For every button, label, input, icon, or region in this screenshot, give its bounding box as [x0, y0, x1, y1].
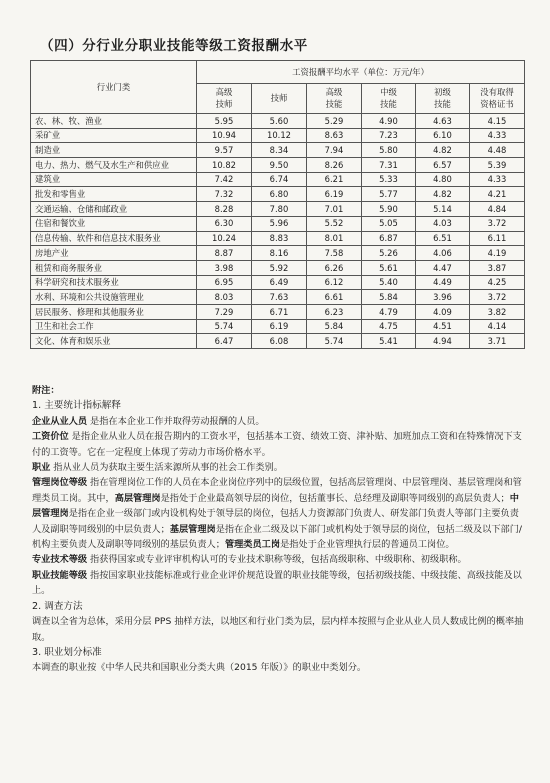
table-row — [31, 304, 525, 319]
def-wage-level: 工资价位 是指企业从业人员在报告期内的工资水平，包括基本工资、绩效工资、津补贴、加班加点工资和在特殊情况下支付的工资等。它在一定程度上体现了劳动力市场价格水平。 — [32, 431, 522, 458]
wage-cell: 4.84 — [470, 202, 525, 217]
table-row — [31, 260, 525, 275]
wage-cell: 8.16 — [252, 246, 307, 261]
industry-cell: 制造业 — [31, 143, 197, 158]
wage-cell: 8.28 — [197, 202, 252, 217]
wage-cell: 4.09 — [416, 304, 470, 319]
wage-cell: 4.33 — [470, 128, 525, 143]
column-header: 没有取得 资格证书 — [470, 84, 525, 114]
wage-cell: 5.26 — [362, 246, 416, 261]
wage-cell: 3.87 — [470, 260, 525, 275]
wage-cell: 6.30 — [197, 216, 252, 231]
wage-cell: 6.19 — [307, 187, 362, 202]
wage-cell: 6.47 — [197, 334, 252, 349]
table-row — [31, 128, 525, 143]
wage-cell: 4.14 — [470, 319, 525, 334]
industry-cell: 房地产业 — [31, 246, 197, 261]
industry-cell: 文化、体育和娱乐业 — [31, 334, 197, 349]
industry-cell: 建筑业 — [31, 172, 197, 187]
table-row — [31, 290, 525, 305]
wage-cell: 4.25 — [470, 275, 525, 290]
table-row — [31, 114, 525, 129]
industry-cell: 卫生和社会工作 — [31, 319, 197, 334]
wage-cell: 6.26 — [307, 260, 362, 275]
group-header: 工资报酬平均水平（单位：万元/年） — [197, 61, 525, 84]
industry-cell: 租赁和商务服务业 — [31, 260, 197, 275]
wage-cell: 5.96 — [252, 216, 307, 231]
wage-cell: 5.40 — [362, 275, 416, 290]
wage-cell: 4.51 — [416, 319, 470, 334]
industry-cell: 水利、环境和公共设施管理业 — [31, 290, 197, 305]
wage-cell: 4.47 — [416, 260, 470, 275]
wage-cell: 3.72 — [470, 216, 525, 231]
table-row — [31, 246, 525, 261]
survey-method-text: 调查以全省为总体，采用分层 PPS 抽样方法，以地区和行业门类为层，层内样本按照与企业从业人员人数成比例的概率抽取。 — [32, 616, 524, 643]
notes-section-2-title: 2. 调查方法 — [32, 600, 83, 612]
wage-cell: 6.19 — [252, 319, 307, 334]
wage-cell: 6.11 — [470, 231, 525, 246]
wage-cell: 10.12 — [252, 128, 307, 143]
wage-cell: 5.52 — [307, 216, 362, 231]
wage-cell: 8.83 — [252, 231, 307, 246]
wage-cell: 5.95 — [197, 114, 252, 129]
table-row — [31, 143, 525, 158]
wage-cell: 6.49 — [252, 275, 307, 290]
classification-text: 本调查的职业按《中华人民共和国职业分类大典（2015 年版）》的职业中类划分。 — [32, 662, 367, 674]
wage-cell: 4.49 — [416, 275, 470, 290]
wage-cell: 7.42 — [197, 172, 252, 187]
column-header: 技师 — [252, 84, 307, 114]
wage-cell: 6.80 — [252, 187, 307, 202]
wage-cell: 3.71 — [470, 334, 525, 349]
table-row — [31, 216, 525, 231]
wage-cell: 6.71 — [252, 304, 307, 319]
def-management-level: 管理岗位等级 指在管理岗位工作的人员在本企业岗位序列中的层级位置，包括高层管理岗、中层管理岗、基层管理岗和管理类员工岗。其中，高层管理岗是指处于企业最高领导层的岗位，包括董事长、总经理及副职等同级别的高层负责人；中层管理岗是指在企业一级部门或内设机构处于领导层的岗位，包括人力资源部门负责人、研发部门负责人等部门主要负责人及副职等同级别的中层负责人；基层管理岗是指在企业二级及以下部门或机构处于领导层的岗位，包括二级及以下部门/机构主要负责人及副职等同级别的基层负责人；管理类员工岗是指处于企业管理执行层的普通员工岗位。 — [32, 477, 523, 551]
wage-cell: 4.82 — [416, 143, 470, 158]
wage-cell: 5.29 — [307, 114, 362, 129]
industry-cell: 批发和零售业 — [31, 187, 197, 202]
wage-cell: 6.08 — [252, 334, 307, 349]
wage-cell: 4.80 — [416, 172, 470, 187]
wage-cell: 4.94 — [416, 334, 470, 349]
wage-cell: 4.21 — [470, 187, 525, 202]
wage-cell: 3.96 — [416, 290, 470, 305]
def-occupation: 职业 指从业人员为获取主要生活来源所从事的社会工作类别。 — [32, 462, 283, 474]
wage-table — [30, 60, 525, 349]
wage-cell: 6.95 — [197, 275, 252, 290]
wage-cell: 5.92 — [252, 260, 307, 275]
wage-cell: 7.29 — [197, 304, 252, 319]
wage-cell: 5.41 — [362, 334, 416, 349]
column-header: 中级 技能 — [362, 84, 416, 114]
wage-cell: 7.94 — [307, 143, 362, 158]
column-header: 初级 技能 — [416, 84, 470, 114]
wage-cell: 7.31 — [362, 158, 416, 173]
wage-cell: 7.01 — [307, 202, 362, 217]
table-body — [31, 114, 525, 349]
wage-cell: 10.24 — [197, 231, 252, 246]
wage-cell: 9.50 — [252, 158, 307, 173]
wage-cell: 6.51 — [416, 231, 470, 246]
wage-cell: 6.74 — [252, 172, 307, 187]
wage-cell: 8.26 — [307, 158, 362, 173]
notes-section-3-title: 3. 职业划分标准 — [32, 646, 102, 658]
wage-cell: 5.74 — [307, 334, 362, 349]
wage-cell: 5.61 — [362, 260, 416, 275]
wage-cell: 7.63 — [252, 290, 307, 305]
wage-cell: 4.79 — [362, 304, 416, 319]
wage-cell: 7.80 — [252, 202, 307, 217]
column-header: 高级 技能 — [307, 84, 362, 114]
wage-cell: 3.72 — [470, 290, 525, 305]
wage-cell: 9.57 — [197, 143, 252, 158]
wage-cell: 6.10 — [416, 128, 470, 143]
wage-cell: 4.75 — [362, 319, 416, 334]
def-skill-level: 职业技能等级 指按国家职业技能标准或行业企业评价规范设置的职业技能等级，包括初级技能、中级技能、高级技能及以上。 — [32, 569, 522, 597]
wage-cell: 4.48 — [470, 143, 525, 158]
wage-cell: 10.94 — [197, 128, 252, 143]
wage-cell: 5.39 — [470, 158, 525, 173]
wage-cell: 4.33 — [470, 172, 525, 187]
wage-cell: 8.87 — [197, 246, 252, 261]
wage-cell: 8.01 — [307, 231, 362, 246]
industry-cell: 农、林、牧、渔业 — [31, 114, 197, 129]
table-row — [31, 231, 525, 246]
industry-cell: 交通运输、仓储和邮政业 — [31, 202, 197, 217]
industry-cell: 科学研究和技术服务业 — [31, 275, 197, 290]
wage-cell: 4.90 — [362, 114, 416, 129]
industry-cell: 居民服务、修理和其他服务业 — [31, 304, 197, 319]
wage-cell: 5.84 — [362, 290, 416, 305]
wage-cell: 6.87 — [362, 231, 416, 246]
wage-cell: 8.63 — [307, 128, 362, 143]
wage-cell: 5.84 — [307, 319, 362, 334]
wage-cell: 5.60 — [252, 114, 307, 129]
wage-cell: 6.57 — [416, 158, 470, 173]
wage-cell: 6.61 — [307, 290, 362, 305]
wage-cell: 6.12 — [307, 275, 362, 290]
def-professional-level: 专业技术等级 指获得国家或专业评审机构认可的专业技术职称等级，包括高级职称、中级职称、初级职称。 — [32, 554, 467, 566]
wage-cell: 6.21 — [307, 172, 362, 187]
wage-cell: 6.23 — [307, 304, 362, 319]
wage-cell: 5.14 — [416, 202, 470, 217]
wage-cell: 5.77 — [362, 187, 416, 202]
wage-cell: 5.74 — [197, 319, 252, 334]
notes-heading: 附注： — [32, 385, 60, 396]
wage-cell: 8.03 — [197, 290, 252, 305]
table-row — [31, 158, 525, 173]
column-header: 高级 技师 — [197, 84, 252, 114]
wage-cell: 3.98 — [197, 260, 252, 275]
wage-cell: 7.58 — [307, 246, 362, 261]
corner-header: 行业门类 — [31, 61, 197, 114]
def-employee: 企业从业人员 是指在本企业工作并取得劳动报酬的人员。 — [32, 415, 265, 427]
table-row — [31, 202, 525, 217]
wage-cell: 4.63 — [416, 114, 470, 129]
industry-cell: 信息传输、软件和信息技术服务业 — [31, 231, 197, 246]
wage-cell: 3.82 — [470, 304, 525, 319]
wage-cell: 5.80 — [362, 143, 416, 158]
industry-cell: 电力、热力、燃气及水生产和供应业 — [31, 158, 197, 173]
notes-section-1-title: 1. 主要统计指标解释 — [32, 400, 121, 412]
wage-cell: 4.19 — [470, 246, 525, 261]
table-row — [31, 334, 525, 349]
table-row — [31, 275, 525, 290]
table-row — [31, 319, 525, 334]
wage-cell: 7.23 — [362, 128, 416, 143]
industry-cell: 住宿和餐饮业 — [31, 216, 197, 231]
wage-cell: 4.15 — [470, 114, 525, 129]
wage-cell: 7.32 — [197, 187, 252, 202]
wage-cell: 5.90 — [362, 202, 416, 217]
notes-section — [32, 383, 528, 676]
wage-cell: 5.05 — [362, 216, 416, 231]
wage-cell: 10.82 — [197, 158, 252, 173]
table-row — [31, 172, 525, 187]
wage-cell: 4.03 — [416, 216, 470, 231]
wage-cell: 4.06 — [416, 246, 470, 261]
table-row — [31, 187, 525, 202]
wage-cell: 5.33 — [362, 172, 416, 187]
industry-cell: 采矿业 — [31, 128, 197, 143]
wage-cell: 8.34 — [252, 143, 307, 158]
section-title: （四）分行业分职业技能等级工资报酬水平 — [40, 38, 308, 54]
wage-cell: 4.82 — [416, 187, 470, 202]
